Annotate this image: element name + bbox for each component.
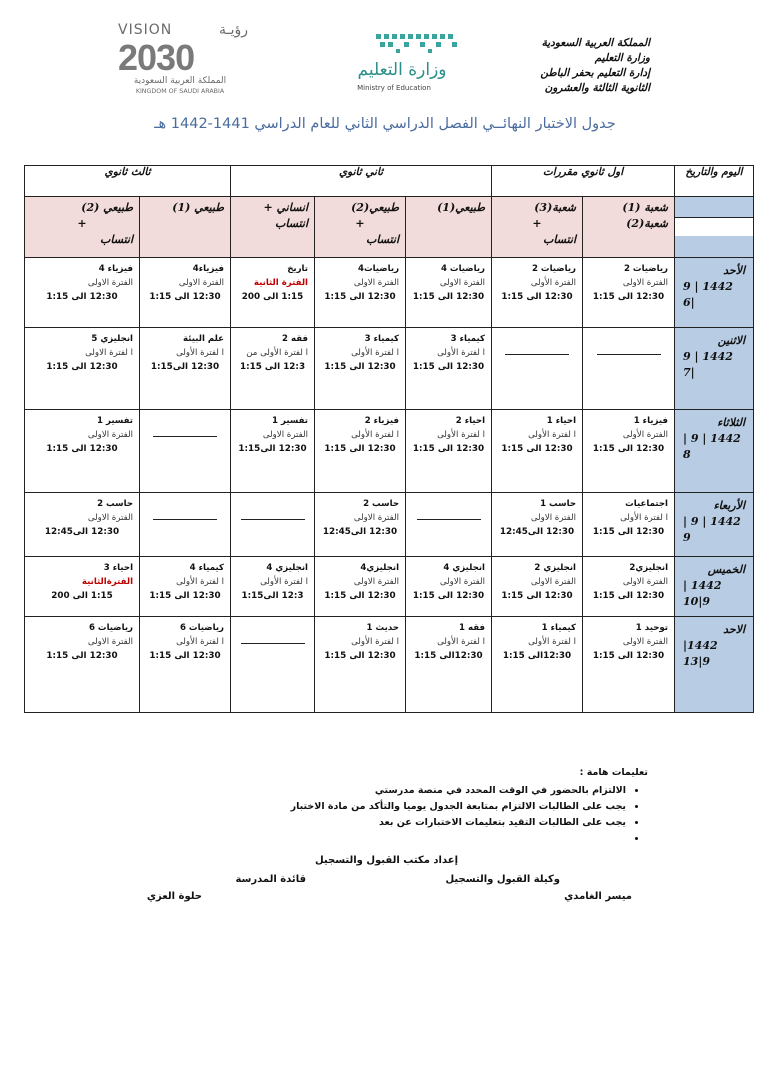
exam-period: الفترة الاولى xyxy=(353,512,400,523)
exam-time: 12:30 الى 1:15 xyxy=(46,650,118,661)
no-exam-dash xyxy=(241,643,305,644)
exam-subject: كيمياء 4 xyxy=(189,562,225,573)
exam-subject: فيزياء 2 xyxy=(364,416,400,427)
exam-cell xyxy=(25,328,140,410)
day-date: 1442 | 9 |6 xyxy=(683,280,733,310)
exam-period: ا لفترة الاولى xyxy=(85,348,134,359)
track-line: شعبة(3) xyxy=(534,201,577,215)
exam-period: ا لفترة الأولى xyxy=(176,348,225,359)
day-date: 1442 | 9|10 xyxy=(683,578,722,608)
exam-subject: رياضيات 2 xyxy=(531,264,577,275)
no-exam-dash xyxy=(153,519,217,520)
track-line: طبيعي (2) xyxy=(81,201,134,215)
exam-subject: كيمياء 3 xyxy=(364,334,400,345)
exam-time: 12:30 الى 1:15 xyxy=(46,292,118,303)
exam-subject: فقه 2 xyxy=(282,334,309,345)
exam-cell xyxy=(492,328,583,410)
instructions-list xyxy=(128,783,648,847)
exam-period: الفترة الاولى xyxy=(530,512,577,523)
exam-time: 12:3 الى1:15 xyxy=(241,590,304,601)
track-line: + xyxy=(532,217,542,231)
track-header xyxy=(315,197,406,258)
exam-subject: توحيد 1 xyxy=(635,622,669,633)
instructions xyxy=(128,765,648,847)
exam-time: 12:30 الى 1:15 xyxy=(592,444,665,455)
exam-time: 12:30 الى 1:15 xyxy=(592,590,665,601)
exam-cell xyxy=(583,616,675,712)
prepared-by: إعداد مكتب القبول والتسجيل xyxy=(315,855,458,866)
exam-period: الفترة الاولى xyxy=(439,576,486,587)
ministry-line: الثانوية الثالثة والعشرون xyxy=(544,82,650,94)
track-header xyxy=(231,197,315,258)
exam-subject: رياضيات 6 xyxy=(88,622,134,633)
exam-cell xyxy=(583,410,675,492)
exam-period: الفترة الاولى xyxy=(178,278,225,289)
track-line: + xyxy=(355,217,365,231)
vision-kingdom-en: KINGDOM OF SAUDI ARABIA xyxy=(135,88,225,95)
exam-time: 12:30الى 1:15 xyxy=(414,650,483,661)
day-cell xyxy=(675,492,754,556)
exam-cell xyxy=(140,258,231,328)
exam-time: 12:30 الى12:45 xyxy=(499,526,575,537)
day-name: الأحد xyxy=(723,264,746,278)
track-line: شعبة (1) xyxy=(622,201,669,215)
ministry-of-education-logo xyxy=(338,26,468,98)
exam-time: 12:30 الى 1:15 xyxy=(501,444,573,455)
exam-subject: تفسير 1 xyxy=(97,416,134,427)
exam-cell xyxy=(25,556,140,616)
exam-cell xyxy=(25,492,140,556)
exam-cell xyxy=(140,328,231,410)
no-exam-dash xyxy=(597,354,661,355)
track-header xyxy=(583,197,675,258)
exam-time: 12:30 الى 1:15 xyxy=(324,362,396,373)
exam-subject: حاسب 2 xyxy=(97,498,134,509)
exam-subject: فيزياء 1 xyxy=(633,416,669,427)
exam-time: 12:30 الى 1:15 xyxy=(412,444,485,455)
day-date: 1442| 9|13 xyxy=(683,638,718,668)
exam-period: ا لفترة الأولى من xyxy=(246,348,309,359)
exam-subject: رياضيات 4 xyxy=(440,264,486,275)
day-name: الأربعاء xyxy=(713,498,746,512)
exam-period: ا لفترة الأولى xyxy=(437,430,486,441)
exam-period: الفترة الاولى xyxy=(87,512,134,523)
day-row xyxy=(25,492,754,556)
exam-subject: رياضيات 6 xyxy=(179,622,225,633)
exam-period: ا لفترة الأولى xyxy=(176,636,225,647)
exam-time: 12:30 الى 1:15 xyxy=(46,444,118,455)
exam-period: الفترة الاولى xyxy=(353,576,400,587)
day-date: 1442 | 9 | 8 xyxy=(683,432,741,462)
day-cell xyxy=(675,328,754,410)
ministry-info xyxy=(450,36,650,96)
exam-time: 12:30 الى12:45 xyxy=(44,526,120,537)
exam-cell xyxy=(315,258,406,328)
deputy-name: ميسر الغامدي xyxy=(564,891,632,902)
exam-period: ا لفترة الأولى xyxy=(176,576,225,587)
exam-cell xyxy=(231,410,315,492)
track-line: طبيعي (1) xyxy=(172,201,225,215)
exam-period: الفترة الاولى xyxy=(87,636,134,647)
exam-period: الفترة الاولى xyxy=(87,278,134,289)
exam-subject: رياضيات 2 xyxy=(623,264,669,275)
day-cell xyxy=(675,556,754,616)
group-header-row xyxy=(25,166,754,197)
exam-time: 12:30الى 1:15 xyxy=(502,650,572,661)
day-name: الثلاثاء xyxy=(717,416,746,430)
exam-subject: حديث 1 xyxy=(366,622,400,633)
day-name: الاثنين xyxy=(717,334,746,348)
exam-subject: تفسير 1 xyxy=(272,416,309,427)
day-name: الاحد xyxy=(723,622,746,636)
exam-period: ا لفترة الأولى xyxy=(528,430,577,441)
exam-period: ا لفترة الأولى xyxy=(351,348,400,359)
exam-time: 12:30 الى1:15 xyxy=(150,362,220,373)
exam-period: الفترة الاولى xyxy=(262,430,309,441)
page-title: جدول الاختبار النهائــي الفصل الدراسي الثاني للعام الدراسي 1441-1442 هـ xyxy=(154,116,616,132)
group-header: اول ثانوي مقررات xyxy=(492,166,675,197)
track-header xyxy=(492,197,583,258)
track-line: انساني + xyxy=(263,201,309,215)
exam-cell xyxy=(231,616,315,712)
day-row xyxy=(25,258,754,328)
exam-time: 1:15 الى 200 xyxy=(51,590,113,601)
track-line: انتساب xyxy=(100,233,134,247)
moe-dots-icon xyxy=(374,32,462,54)
exam-cell xyxy=(25,410,140,492)
exam-cell xyxy=(583,258,675,328)
exam-cell xyxy=(492,258,583,328)
exam-subject: احياء 1 xyxy=(546,416,577,427)
exam-cell xyxy=(315,616,406,712)
exam-period: ا لفترة الأولى xyxy=(437,636,486,647)
exam-cell xyxy=(583,328,675,410)
track-header-day-blank xyxy=(675,197,754,258)
exam-subject: انجليزي 4 xyxy=(443,562,486,573)
exam-subject: انجليزي 2 xyxy=(534,562,577,573)
day-cell xyxy=(675,258,754,328)
exam-subject: فيزياء 4 xyxy=(98,264,134,275)
exam-subject: علم البيئة xyxy=(182,334,225,345)
track-line: انتساب xyxy=(543,233,577,247)
exam-time: 12:30 الى 1:15 xyxy=(412,362,485,373)
page-header xyxy=(0,0,768,110)
exam-time: 12:30 الى 1:15 xyxy=(324,292,396,303)
track-header-row xyxy=(25,197,754,258)
exam-cell xyxy=(406,410,492,492)
exam-time: 12:30 الى 1:15 xyxy=(592,650,665,661)
track-line: طبيعي(1) xyxy=(437,201,486,215)
exam-time: 12:30 الى 1:15 xyxy=(149,292,221,303)
instruction-item: • يجب على الطالبات التقيد بتعليمات الاختبارات عن بعد xyxy=(128,815,626,831)
exam-period: ا لفترة الأولى xyxy=(620,512,669,523)
deputy-title: وكيلة القبول والتسجيل xyxy=(445,874,560,885)
day-name: الخميس xyxy=(707,562,746,576)
track-line: + xyxy=(77,217,87,231)
exam-subject: فيزياء4 xyxy=(192,264,225,275)
exam-subject: انجليزي2 xyxy=(629,562,669,573)
group-header: ثاني ثانوي xyxy=(231,166,492,197)
exam-cell xyxy=(406,258,492,328)
day-date: 1442 | 9 | 9 xyxy=(683,514,741,544)
instruction-item: • يجب على الطالبات الالتزام بمتابعة الجدول يوميا والتأكد من مادة الاختبار xyxy=(128,799,626,815)
leader-title: قائدة المدرسة xyxy=(235,874,306,885)
exam-cell xyxy=(140,556,231,616)
no-exam-dash xyxy=(505,354,569,355)
exam-cell xyxy=(231,258,315,328)
exam-subject: تاريخ xyxy=(287,264,309,275)
day-date: 1442 | 9 |7 xyxy=(683,350,733,380)
day-row xyxy=(25,616,754,712)
day-row xyxy=(25,556,754,616)
track-line: انتساب xyxy=(275,217,309,231)
no-exam-dash xyxy=(417,519,481,520)
ministry-line: إدارة التعليم بحفر الباطن xyxy=(540,67,650,79)
track-header xyxy=(25,197,140,258)
moe-logo-english: Ministry of Education xyxy=(357,84,431,92)
track-header xyxy=(140,197,231,258)
exam-cell xyxy=(231,556,315,616)
leader-name: حلوة العزي xyxy=(146,891,202,902)
exam-cell xyxy=(583,556,675,616)
exam-cell xyxy=(140,410,231,492)
vision-year: 2030 xyxy=(118,37,195,78)
exam-time: 12:30 الى 1:15 xyxy=(412,292,485,303)
instruction-item xyxy=(128,831,626,847)
exam-cell xyxy=(406,492,492,556)
exam-subject: رياضيات4 xyxy=(357,264,400,275)
exam-period: ا لفترة الأولى xyxy=(260,576,309,587)
exam-time: 12:30 الى 1:15 xyxy=(149,590,221,601)
exam-period: ا لفترة الأولى xyxy=(437,348,486,359)
exam-cell xyxy=(406,616,492,712)
exam-time: 12:30 الى1:15 xyxy=(238,444,307,455)
exam-cell xyxy=(140,616,231,712)
exam-period: الفترة الاولى xyxy=(622,636,669,647)
day-rows xyxy=(25,258,754,713)
exam-subject: اجتماعيات xyxy=(625,498,669,509)
exam-period: الفترة الأولى xyxy=(530,278,577,289)
exam-period: الفترة الاولى xyxy=(439,278,486,289)
exam-cell xyxy=(231,492,315,556)
exam-cell xyxy=(492,616,583,712)
exam-period: الفترة الاولى xyxy=(353,278,400,289)
exam-period: الفترة الاولى xyxy=(530,576,577,587)
exam-period: ا لفترة الأولى xyxy=(528,636,577,647)
day-cell xyxy=(675,410,754,492)
exam-time: 12:30 الى 1:15 xyxy=(501,292,573,303)
exam-cell xyxy=(25,258,140,328)
exam-subject: حاسب 2 xyxy=(363,498,400,509)
exam-subject: فقه 1 xyxy=(459,622,486,633)
exam-cell xyxy=(492,556,583,616)
exam-cell xyxy=(315,556,406,616)
exam-period: الفترة الاولى xyxy=(622,278,669,289)
exam-subject: انجليزي 5 xyxy=(91,334,134,345)
exam-period: ا لفترة الأولى xyxy=(351,636,400,647)
track-header xyxy=(406,197,492,258)
vision-2030-logo xyxy=(118,22,248,102)
no-exam-dash xyxy=(153,436,217,437)
exam-cell xyxy=(583,492,675,556)
exam-time: 12:30 الى 1:15 xyxy=(501,590,573,601)
track-line: طبيعي(2) xyxy=(351,201,400,215)
group-header: ثالث ثانوي xyxy=(25,166,231,197)
ministry-line: وزارة التعليم xyxy=(594,52,650,64)
exam-time: 12:30 الى 1:15 xyxy=(592,526,665,537)
exam-cell xyxy=(231,328,315,410)
exam-period: الفترة الأولى xyxy=(622,430,669,441)
exam-period: الفترة الثانية xyxy=(253,278,309,289)
day-cell xyxy=(675,616,754,712)
track-line: شعبة(2) xyxy=(626,217,669,231)
exam-time: 12:30 الى 1:15 xyxy=(412,590,485,601)
instructions-heading: تعليمات هامة : xyxy=(579,767,648,778)
exam-cell xyxy=(406,328,492,410)
exam-cell xyxy=(315,328,406,410)
exam-period: ا لفترة الأولى xyxy=(351,430,400,441)
exam-cell xyxy=(315,410,406,492)
exam-time: 12:30 الى 1:15 xyxy=(149,650,221,661)
moe-logo-arabic: وزارة التعليم xyxy=(357,60,447,80)
exam-period: الفترة الاولى xyxy=(87,430,134,441)
exam-cell xyxy=(492,410,583,492)
exam-schedule-table xyxy=(24,165,754,713)
exam-time: 12:30 الى 1:15 xyxy=(324,444,396,455)
day-row xyxy=(25,328,754,410)
exam-cell xyxy=(492,492,583,556)
exam-subject: انجليزي 4 xyxy=(266,562,309,573)
exam-subject: احياء 2 xyxy=(455,416,486,427)
exam-period: الفترة الاولى xyxy=(622,576,669,587)
exam-time: 12:30 الى12:45 xyxy=(322,526,398,537)
exam-period: الفترةالثانية xyxy=(81,576,134,587)
exam-time: 12:30 الى 1:15 xyxy=(324,650,396,661)
day-row xyxy=(25,410,754,492)
exam-time: 12:3 الى 1:15 xyxy=(239,362,306,373)
instruction-item: • الالتزام بالحضور في الوقت المحدد في منصة مدرستي xyxy=(128,783,626,799)
vision-label: VISION xyxy=(118,22,173,38)
day-date-header: اليوم والتاريخ xyxy=(675,166,754,197)
exam-cell xyxy=(406,556,492,616)
exam-cell xyxy=(140,492,231,556)
exam-cell xyxy=(25,616,140,712)
exam-cell xyxy=(315,492,406,556)
vision-kingdom-ar: المملكة العربية السعودية xyxy=(133,76,227,86)
exam-time: 1:15 الى 200 xyxy=(241,292,304,303)
vision-label-ar: رؤيـة xyxy=(218,22,248,38)
exam-subject: كيمياء 3 xyxy=(450,334,486,345)
ministry-line: المملكة العربية السعودية xyxy=(541,37,650,49)
exam-time: 12:30 الى 1:15 xyxy=(592,292,665,303)
exam-subject: احياء 3 xyxy=(103,562,134,573)
exam-time: 12:30 الى 1:15 xyxy=(46,362,118,373)
no-exam-dash xyxy=(241,519,305,520)
exam-time: 12:30 الى 1:15 xyxy=(324,590,396,601)
exam-subject: حاسب 1 xyxy=(540,498,577,509)
track-line: انتساب xyxy=(366,233,400,247)
exam-subject: انجليزي4 xyxy=(360,562,400,573)
exam-subject: كيمياء 1 xyxy=(541,622,577,633)
